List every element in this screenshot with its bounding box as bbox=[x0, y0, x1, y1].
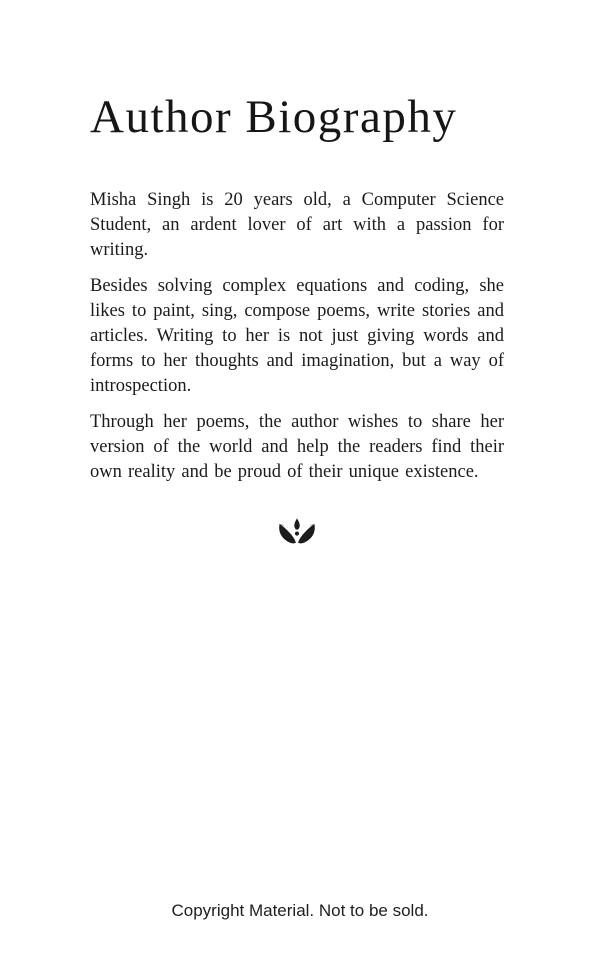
section-divider bbox=[90, 517, 504, 549]
page-content bbox=[90, 0, 504, 549]
page-title bbox=[90, 92, 504, 144]
copyright-footer: Copyright Material. Not to be sold. bbox=[171, 901, 429, 920]
author-bio-paragraph-2: Besides solving complex equations and coding, she likes to paint, sing, compose poems, write stories and articles. Writing to her is not just giving words and forms to her thoughts and imagination, but a way of introspection. bbox=[90, 275, 504, 396]
fleuron-icon bbox=[276, 517, 318, 534]
author-bio-paragraph-3: Through her poems, the author wishes to share her version of the world and help the readers find their own reality and be proud of their unique existence. bbox=[90, 411, 504, 482]
page-title-text: Author Biography bbox=[90, 91, 458, 143]
author-bio-paragraph-1: Misha Singh is 20 years old, a Computer Science Student, an ardent lover of art with a passion for writing. bbox=[90, 189, 504, 260]
